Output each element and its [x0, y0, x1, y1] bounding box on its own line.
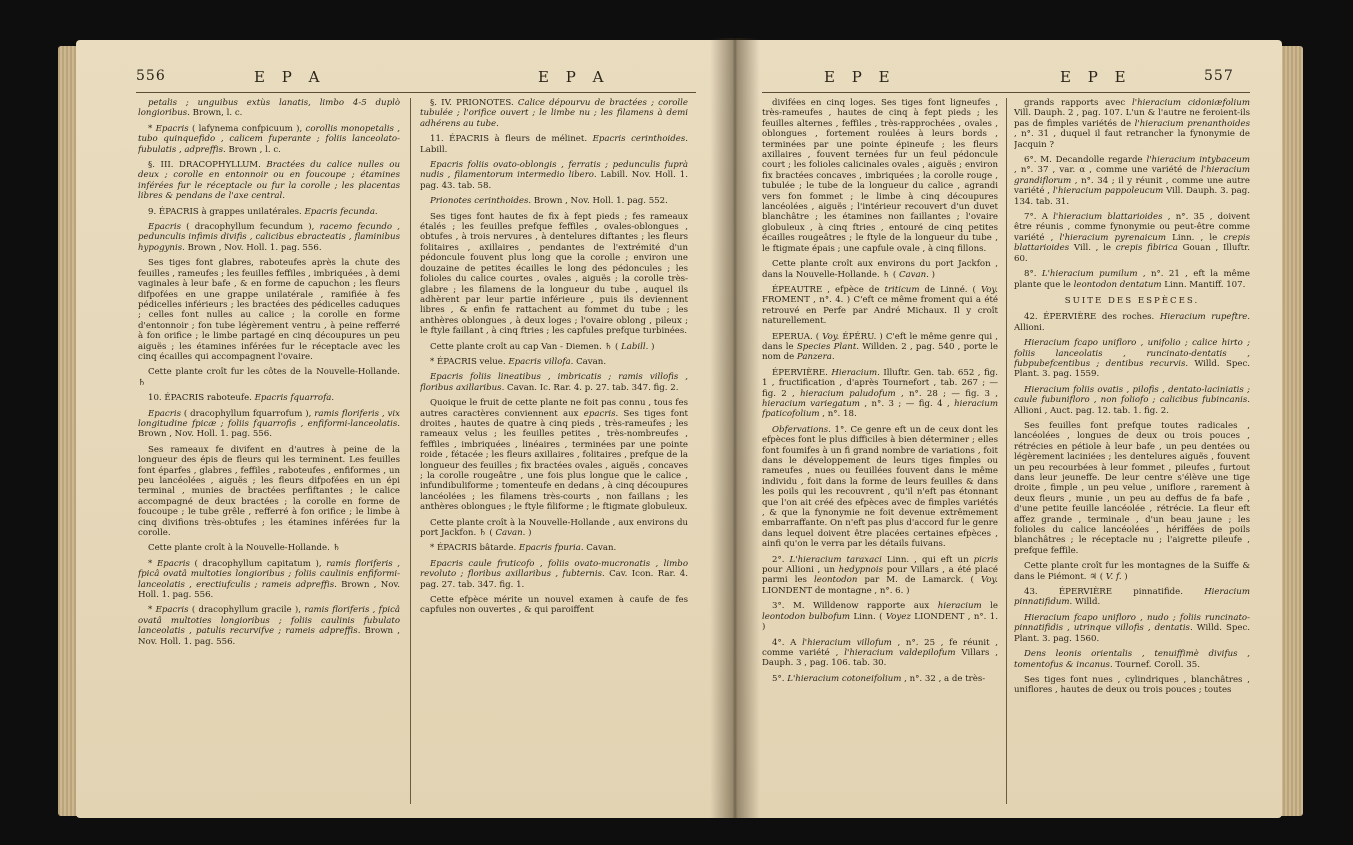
header-right-col2: E P E	[1060, 68, 1132, 86]
book-gutter	[710, 38, 760, 818]
paragraph: Dens leonis orientalis , tenuiffimè divifus , tomentofus & incanus. Tournef. Coroll. 35.	[1014, 649, 1250, 670]
paragraph: 43. ÉPERVIÈRE pinnatifide. Hieracium pinnatifidum. Willd.	[1014, 587, 1250, 608]
paragraph: 2°. L'hieracium taraxaci Linn. , qui eft un picris pour Allioni , un hedypnois pour Villars , a été placé parmi les leontodon par M. de Lamarck. ( Voy. LIONDENT de montagne , n°. 6. )	[762, 554, 998, 596]
left-page	[76, 40, 736, 818]
paragraph: * Epacris ( dracophyllum gracile ), ramis floriferis , fpicâ ovatâ multoties longioribus ; foliis caulinis fubulato lanceolatis , patulis recurvifve ; rameis adpreffis. Brown , Nov. Holl. 1. pag. 556.	[138, 605, 400, 647]
paragraph: §. III. DRACOPHYLLUM. Bractées du calice nulles ou deux ; corolle en entonnoir ou en foucoupe ; étamines inférées fur le réceptacle ou fur la corolle ; les placentas libres & pendans de l'axe central.	[138, 160, 400, 202]
paragraph: 10. ÉPACRIS raboteufe. Epacris fquarrofa.	[148, 393, 335, 404]
paragraph: Epacris caule fruticofo , foliis ovato-mucronatis , limbo revoluto ; floribus axillaribus , fubternis. Cav. Icon. Rar. 4. pag. 27. tab. 347. fig. 1.	[420, 558, 688, 590]
paragraph: 5°. L'hieracium cotoneifolium , n°. 32 , a de très-	[772, 673, 986, 684]
column-separator-right	[1006, 98, 1007, 804]
paragraph: * Epacris ( lafynema confpicuum ), corollis monopetalis , tubo quinquefido , calicem fuperante ; foliis lanceolato-fubulatis , adpreffis. Brown , l. c.	[138, 123, 400, 155]
page-number-right: 557	[1204, 68, 1234, 84]
page-edges-left	[58, 46, 78, 816]
paragraph: Epacris ( dracophyllum fquarrofum ), ramis floriferis , vix longitudine fpicæ ; foliis fquarrofis , enfiformi-lanceolatis. Brown , Nov. Holl. 1. pag. 556.	[138, 408, 400, 440]
right-column-1	[762, 98, 998, 806]
paragraph: 7°. A l'hieracium blattarioides , n°. 35 , doivent être réunis , comme fynonymie ou peut-être comme variété , l'hieracium pyrenaicum Linn. , le crepis blattarioides Vill. , le crepis fibirica Gouan , Illuftr. 60.	[1014, 212, 1250, 264]
paragraph: Cette plante croît à la Nouvelle-Hollande , aux environs du port Jackfon. ♄ ( Cavan. )	[420, 517, 688, 539]
paragraph: Ses tiges font hautes de fix à fept pieds ; fes rameaux étalés ; les feuilles prefque feffiles , ovales-oblongues , obtufes , à trois nervures , à dentelures diftantes ; les fleurs folitaires , axillaires , pendantes de l'extrémité d'un pédoncule fouvent plus long que la corolle ; environ une douzaine de petites écailles le long des pédoncules ; les folioles du calice courtes , ovales , aiguës ; la corolle très-glabre ; les filamens de la longueur du tube , auquel ils adhèrent par leur partie inférieure , puis ils deviennent libres , & enfin fe rattachent au fommet du tube ; les anthères oblongues , à deux loges ; l'ovaire oblong , pileux ; le ftyle faillant , à cinq ftries ; les capfules prefque turbinées.	[420, 211, 688, 337]
paragraph: Prionotes cerinthoides. Brown , Nov. Holl. 1. pag. 552.	[430, 196, 668, 207]
paragraph: Epacris ( dracophyllum fecundum ), racemo fecundo , pedunculis infimis divifis , calicibus ebracteatis , flaminibus hypogynis. Brown , Nov. Holl. 1. pag. 556.	[138, 222, 400, 253]
paragraph: grands rapports avec l'hieracium cidoniæfolium Vill. Dauph. 2 , pag. 107. L'un & l'autre ne feroient-ils pas de fimples variétés de l'hieracium prenanthoides , n°. 31 , duquel il faut retrancher la fynonymie de Jacquin ?	[1014, 98, 1250, 150]
paragraph: Ses feuilles font prefque toutes radicales , lancéolées , longues de deux ou trois pouces , rétrécies en pétiole à leur bafe , un peu dentées ou légèrement laciniées ; les dentelures aiguës , fouvent un peu recourbées à leur fommet , pileufes , furtout dans leur jeuneffe. De leur centre s'élève une tige droite , fimple , un peu velue , uniflore , rarement à deux fleurs , munie , un peu au deffus de fa bafe , d'une petite feuille lancéolée , rétrécie. La fleur eft affez grande , terminale , d'un beau jaune ; les folioles du calice lancéolées , hériffées de poils blanchâtres ; le réceptacle nu ; l'aigrette pileufe , prefque feffile.	[1014, 420, 1250, 556]
right-column-2	[1014, 98, 1250, 806]
header-left-col1: E P A	[254, 68, 326, 86]
paragraph: §. IV. PRIONOTES. Calice dépourvu de bractées ; corolle tubulée ; l'orifice ouvert ; le limbe nu ; les filamens à demi adhérens au tube.	[420, 98, 688, 129]
paragraph: Cette plante croît fur les montagnes de la Suiffe & dans le Piémont. ♃ ( V. f. )	[1014, 561, 1250, 582]
paragraph: Epacris foliis lineatibus , imbricatis ; ramis villofis , floribus axillaribus. Cavan. Ic. Rar. 4. p. 27. tab. 347. fig. 2.	[420, 372, 688, 393]
paragraph: SUITE DES ESPÈCES.	[1064, 295, 1200, 306]
paragraph: 4°. A l'hieracium villofum , n°. 25 , fe réunit , comme variété , l'hieracium valdepilofum Villars , Dauph. 3 , pag. 106. tab. 30.	[762, 637, 998, 669]
paragraph: Ses rameaux fe divifent en d'autres à peine de la longueur des épis de fleurs qui les terminent. Les feuilles font éparfes , glabres , feffiles , raboteufes , enfiformes , un peu lancéolées , aiguës ; les fleurs difpofées en un épi terminal , munies de bractées perfiftantes ; le calice accompagné de deux bractées ; la corolle en forme de foucoupe ; le tube grêle , refferré à fon orifice ; le limbe à cinq divifions très-obtufes ; les étamines inférées fur la corolle.	[138, 444, 400, 539]
paragraph: * ÉPACRIS velue. Epacris villofa. Cavan.	[430, 356, 607, 367]
right-page	[734, 40, 1282, 818]
paragraph: Ses tiges font nues , cylindriques , blanchâtres , uniflores , hautes de deux ou trois pouces ; toutes	[1014, 674, 1250, 696]
paragraph: EPERUA. ( Voy. ÉPÉRU. ) C'eft le même genre qui , dans le Species Plant. Willden. 2 , pag. 540 , porte le nom de Panzera.	[762, 331, 998, 363]
running-header-left	[76, 68, 736, 90]
paragraph: Cette plante croît aux environs du port Jackfon , dans la Nouvelle-Hollande. ♄ ( Cavan. )	[762, 259, 998, 280]
page-number-left: 556	[136, 68, 166, 84]
header-right-col1: E P E	[824, 68, 896, 86]
paragraph: Quoique le fruit de cette plante ne foit pas connu , tous fes autres caractères conviennent aux epacris. Ses tiges font droites , hautes de quatre à cinq pieds , très-rameufes ; les rameaux velus ; les feuilles petites , très-nombreufes , feffiles , imbriquées , linéaires , terminées par une pointe roide , fétacée ; les fleurs axillaires , folitaires , prefque de la longueur des feuilles ; fix bractées ovales , aiguës , concaves ; la corolle rougeâtre , une fois plus longue que le calice , infundibuliforme ; tomenteufe en dedans , à cinq découpures lancéolées ; les filamens très-courts , non faillans ; les anthères oblongues ; le ftyle filiforme ; le ftigmate globuleux.	[420, 398, 688, 513]
paragraph: 9. ÉPACRIS à grappes unilatérales. Epacris fecunda.	[148, 206, 378, 217]
page-edges-right	[1281, 46, 1303, 816]
paragraph: Cette plante croît à la Nouvelle-Hollande. ♄	[148, 543, 341, 554]
left-column-2	[420, 98, 688, 806]
open-book	[58, 28, 1303, 828]
paragraph: divifées en cinq loges. Ses tiges font ligneufes , très-rameufes , hautes de cinq à fept pieds ; les feuilles alternes , feffiles , très-rapprochées , ovales , oblongues , fortement roulées à leurs bords , terminées par une pointe épineufe ; les fleurs axillaires , fouvent ternées fur un feul pédoncule court ; les folioles calicinales ovales , aiguës ; environ fix bractées concaves , imbriquées ; la corolle rouge , tubulée ; le tube de la longueur du calice , agrandi vers fon fommet ; le limbe à cinq découpures lancéolées , aiguës ; l'intérieur recouvert d'un duvet blanchâtre ; les étamines non faillantes ; l'ovaire globuleux , à cinq ftries , entouré de cinq petites écailles rougeâtres ; le ftyle de la longueur du tube , le ftigmate épais ; une capfule ovale , à cinq fillons.	[762, 98, 998, 254]
paragraph: Cette efpèce mérite un nouvel examen à caufe de fes capfules non ouvertes , & qui paroiffent	[420, 595, 688, 616]
paragraph: * Epacris ( dracophyllum capitatum ), ramis floriferis , fpicâ ovatâ multoties longioribus ; foliis caulinis enfiformi-lanceolatis , erectiufculis ; rameis adpreffis. Brown , Nov. Holl. 1. pag. 556.	[138, 558, 400, 601]
paragraph: 6°. M. Decandolle regarde l'hieracium intybaceum , n°. 37 , var. α , comme une variété de l'hieracium grandiflorum , n°. 34 ; il y réunit , comme une autre variété , l'hieracium pappoleucum Vill. Dauph. 3. pag. 134. tab. 31.	[1014, 155, 1250, 207]
column-separator-left	[410, 98, 411, 804]
paragraph: * ÉPACRIS bâtarde. Epacris fpuria. Cavan.	[430, 543, 617, 554]
paragraph: Obfervations. 1°. Ce genre eft un de ceux dont les efpèces font le plus difficiles à bien déterminer ; elles font foumifes à un fi grand nombre de variations , foit dans le développement de leurs tiges fimples ou rameufes , nues ou feuillées fouvent dans le même individu , foit dans la forme de leurs feuilles & dans les poils qui les recouvrent , qu'il n'eft pas étonnant que l'on ait créé des efpèces avec de fimples variétés , & que la fynonymie ne foit devenue extrêmement embarraffante. On n'eft pas plus d'accord fur le genre dans lequel doivent être placées certaines efpèces , ainfi qu'on le verra par les détails fuivans.	[762, 424, 998, 550]
running-header-right	[734, 68, 1282, 90]
paragraph: Hieracium foliis ovatis , pilofis , dentato-laciniatis ; caule fubunifloro , non foliofo ; calicibus fubincanis. Allioni , Auct. pag. 12. tab. 1. fig. 2.	[1014, 384, 1250, 416]
paragraph: Cette plante croît fur les côtes de la Nouvelle-Hollande. ♄	[138, 367, 400, 388]
paragraph: 8°. L'hieracium pumilum , n°. 21 , eft la même plante que le leontodon dentatum Linn. Mantiff. 107.	[1014, 269, 1250, 290]
paragraph: ÉPEAUTRE , efpèce de triticum de Linné. ( Voy. FROMENT , n°. 4. ) C'eft ce même froment qui a été retrouvé en Perfe par André Michaux. Il y croît naturellement.	[762, 284, 998, 327]
header-left-col2: E P A	[538, 68, 610, 86]
paragraph: 42. ÉPERVIÈRE des roches. Hieracium rupeftre. Allioni.	[1014, 312, 1250, 333]
header-rule-right	[762, 92, 1250, 93]
paragraph: 3°. M. Willdenow rapporte aux hieracium le leontodon bulbofum Linn. ( Voyez LIONDENT , n°. 1. )	[762, 601, 998, 633]
paragraph: 11. ÉPACRIS à fleurs de mélinet. Epacris cerinthoides. Labill.	[420, 134, 688, 155]
paragraph: Hieracium fcapo unifloro , nudo ; foliis runcinato-pinnatifidis , utrinque villofis , dentatis. Willd. Spec. Plant. 3. pag. 1560.	[1014, 612, 1250, 644]
paragraph: ÉPERVIÈRE. Hieracium. Illuftr. Gen. tab. 652 , fig. 1 , fructification , d'après Tournefort , tab. 267 ; — fig. 2 , hieracium paludofum , n°. 28 ; — fig. 3 , hieracium variegatum , n°. 3 ; — fig. 4 , hieracium fpaticofolium , n°. 18.	[762, 367, 998, 420]
paragraph: Hieracium fcapo unifloro , unifolio ; calice hirto ; foliis lanceolatis , runcinato-dentatis , fubpubefcentibus ; dentibus recurvis. Willd. Spec. Plant. 3. pag. 1559.	[1014, 338, 1250, 380]
paragraph: Epacris foliis ovato-oblongis , ferratis ; pedunculis fuprà nudis , filamentorum intermedio libero. Labill. Nov. Holl. 1. pag. 43. tab. 58.	[420, 160, 688, 191]
paragraph: Ses tiges font glabres, raboteufes après la chute des feuilles , rameufes ; les feuilles feffiles , imbriquées , à demi vaginales à leur bafe , & en forme de capuchon ; les fleurs difpofées en une grappe unilatérale , ramifiée à fes pédicelles inférieurs ; les bractées des pédicelles caduques ; celles font nulles au calice ; la corolle en forme d'entonnoir ; fon tube légèrement ventru , à peine refferré à fon orifice ; le limbe partagé en cinq découpures un peu aiguës ; les étamines inférées fur le réceptacle avec les cinq écailles qui accompagnent l'ovaire.	[138, 258, 400, 362]
paragraph: Cette plante croît au cap Van - Diemen. ♄ ( Labill. )	[430, 341, 655, 352]
left-column-1	[138, 98, 400, 806]
header-rule-left	[136, 92, 696, 93]
paragraph: petalis ; unguibus extùs lanatis, limbo 4-5 duplò longioribus. Brown, l. c.	[138, 98, 400, 119]
